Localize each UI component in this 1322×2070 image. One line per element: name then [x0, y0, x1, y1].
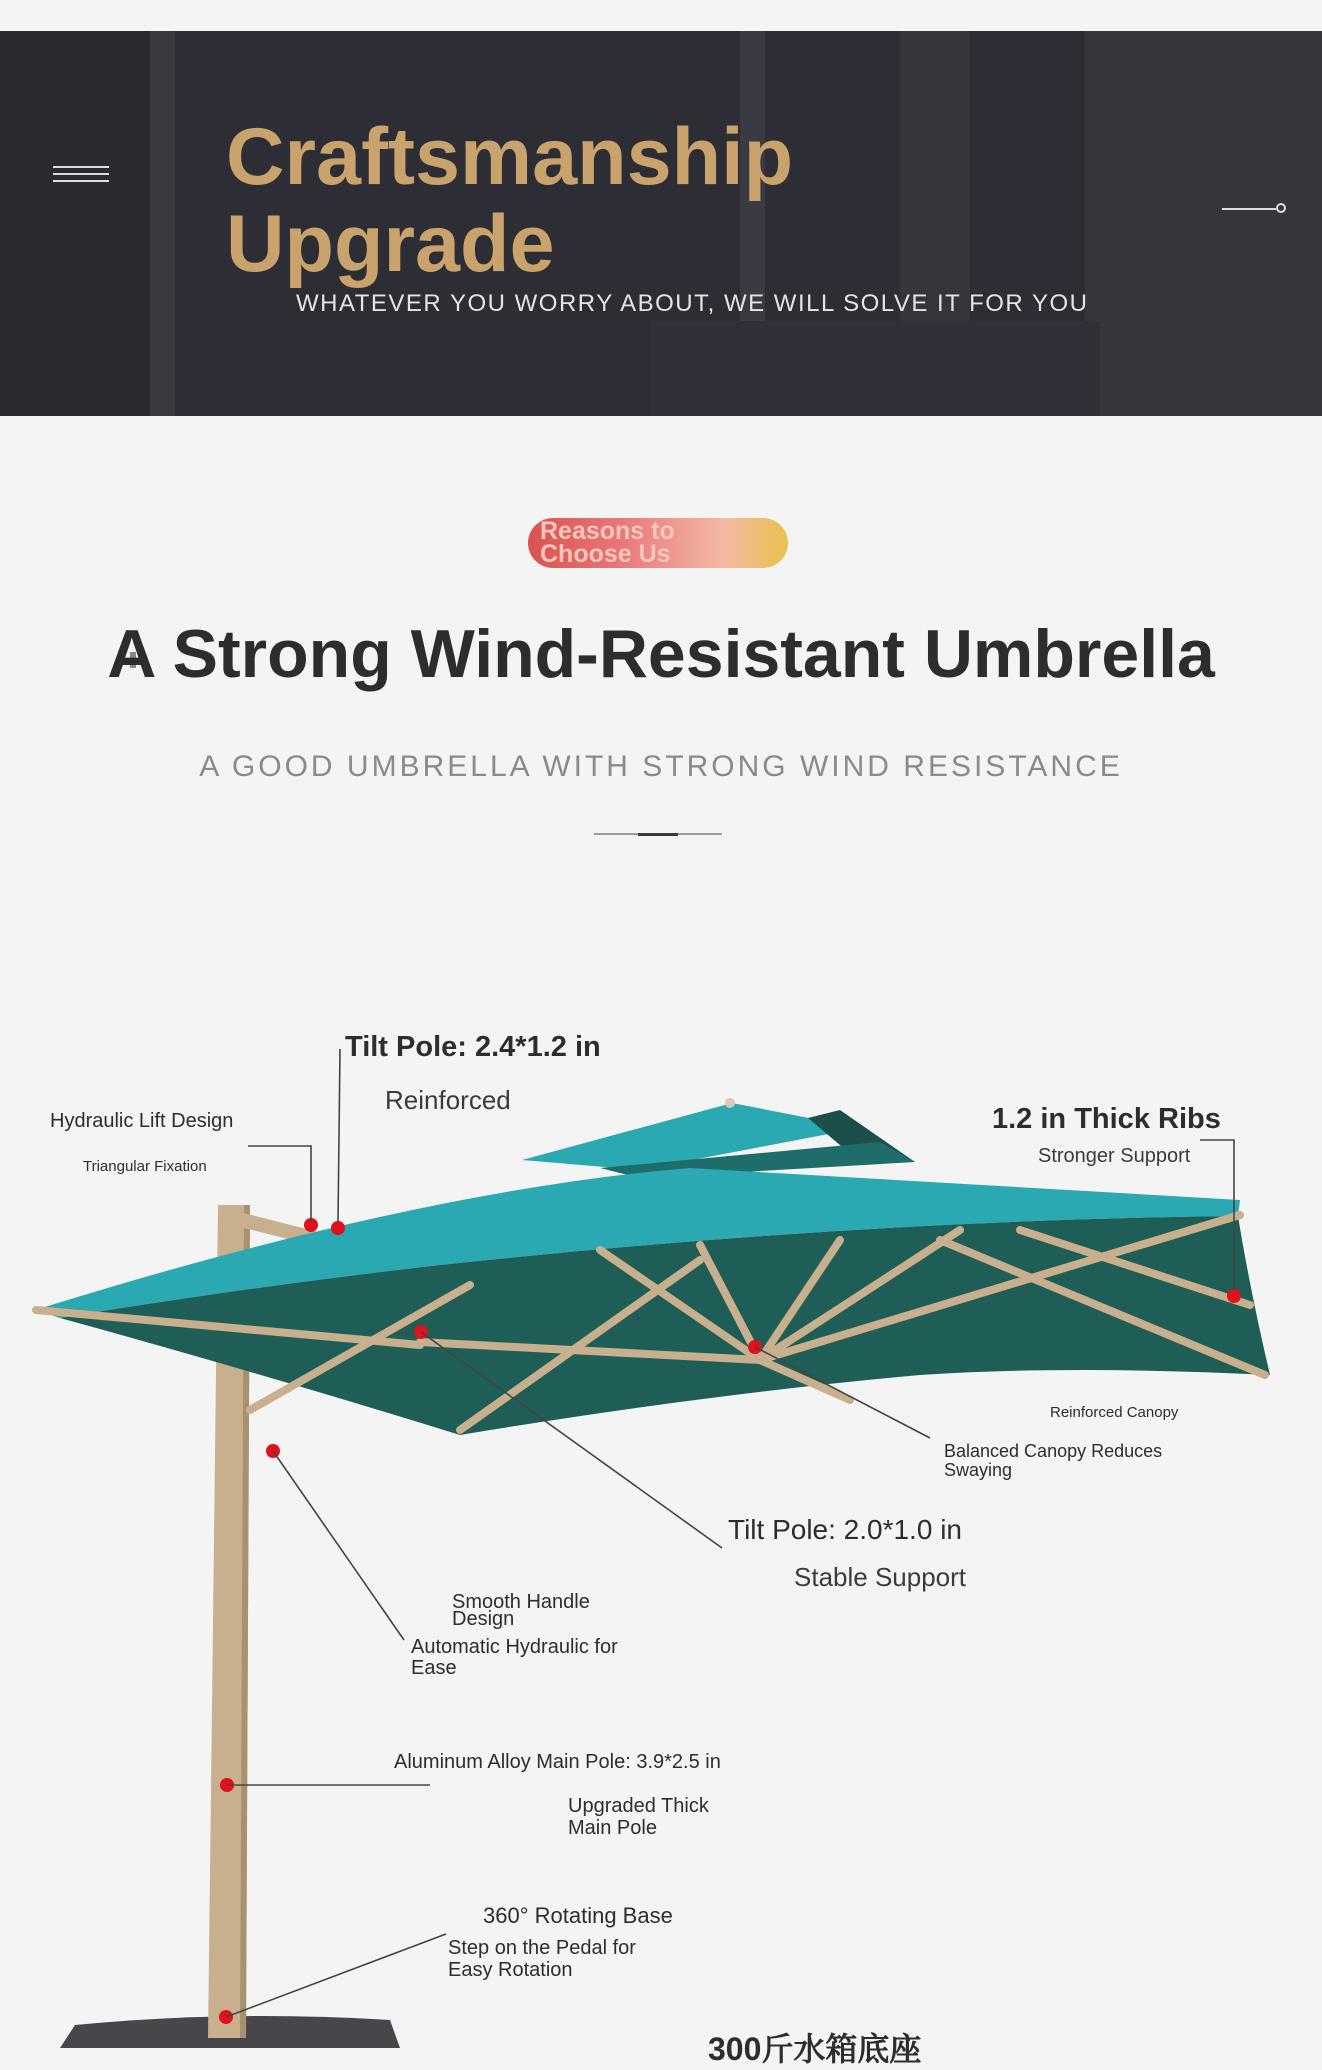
hero-title-line2: Upgrade	[226, 199, 555, 289]
hero-subtitle: WHATEVER YOU WORRY ABOUT, WE WILL SOLVE IT FOR YOU	[296, 290, 1089, 317]
ribs-label: 1.2 in Thick Ribs	[992, 1103, 1221, 1135]
handle-sub: Automatic Hydraulic for Ease	[411, 1636, 618, 1679]
tilt-pole-top-sub: Reinforced	[385, 1085, 511, 1115]
canopy-label: Reinforced Canopy	[1050, 1404, 1179, 1421]
tilt-pole-bottom-sub: Stable Support	[794, 1562, 967, 1592]
main-pole-sub: Upgraded Thick Main Pole	[568, 1795, 709, 1839]
cn-base-text: 300斤水箱底座	[708, 2031, 922, 2067]
section-subtitle: A GOOD UMBRELLA WITH STRONG WIND RESISTANCE	[199, 750, 1123, 783]
tilt-pole-bottom-label: Tilt Pole: 2.0*1.0 in	[728, 1514, 962, 1545]
tilt-pole-top-label: Tilt Pole: 2.4*1.2 in	[345, 1031, 601, 1063]
ribs-sub: Stronger Support	[1038, 1145, 1191, 1167]
hydraulic-label: Hydraulic Lift Design	[50, 1110, 234, 1132]
handle-label: Smooth Handle Design	[452, 1591, 590, 1630]
hero-title-line1: Craftsmanship	[226, 112, 794, 202]
main-pole-label: Aluminum Alloy Main Pole: 3.9*2.5 in	[394, 1751, 721, 1773]
badge-text: Reasons to Choose Us	[540, 518, 675, 568]
section-title: A Strong Wind-Resistant Umbrella	[107, 616, 1215, 692]
canopy-sub: Balanced Canopy Reduces Swaying	[944, 1441, 1163, 1480]
base-label: 360° Rotating Base	[483, 1903, 673, 1928]
base-sub: Step on the Pedal for Easy Rotation	[448, 1937, 636, 1981]
hydraulic-sub: Triangular Fixation	[83, 1158, 207, 1175]
